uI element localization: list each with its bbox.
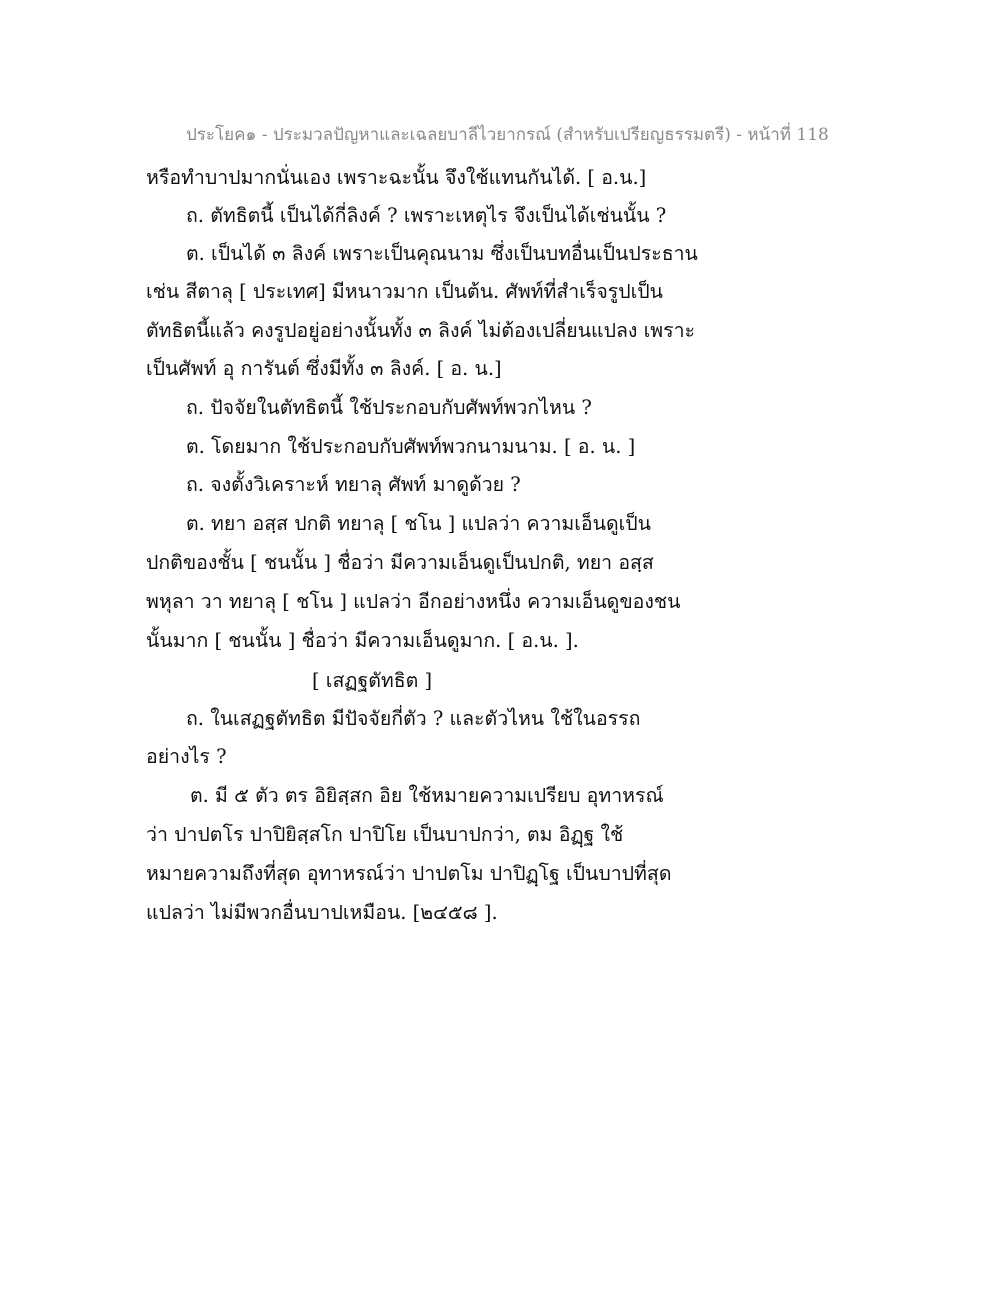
text-line: ปกติของชั้น [ ชนนั้น ] ชื่อว่า มีความเอ็นดูเป็นปกติ, ทยา อสฺส — [146, 551, 654, 574]
text-line: เป็นศัพท์ อุ การันต์ ซึ่งมีทั้ง ๓ ลิงค์. [ อ. น.] — [146, 357, 502, 380]
text-line: เช่น สีตาลุ [ ประเทศ] มีหนาวมาก เป็นต้น. ศัพท์ที่สำเร็จรูปเป็น — [146, 280, 664, 303]
text-line: อย่างไร ? — [146, 745, 227, 768]
text-line: พหุลา วา ทยาลุ [ ชโน ] แปลว่า อีกอย่างหนึ่ง ความเอ็นดูของชน — [146, 590, 681, 613]
question-line: ถ. ตัทธิตนี้ เป็นได้กี่ลิงค์ ? เพราะเหตุไร จึงเป็นได้เช่นนั้น ? — [186, 204, 667, 227]
text-line: ตัทธิตนี้แล้ว คงรูปอยู่อย่างนั้นทั้ง ๓ ลิงค์ ไม่ต้องเปลี่ยนแปลง เพราะ — [146, 319, 696, 342]
section-heading: [ เสฏฐตัทธิต ] — [312, 669, 433, 692]
question-line: ถ. ในเสฏฐตัทธิต มีปัจจัยกี่ตัว ? และตัวไหน ใช้ในอรรถ — [186, 707, 641, 730]
answer-line: ต. โดยมาก ใช้ประกอบกับศัพท์พวกนามนาม. [ อ. น. ] — [186, 435, 636, 458]
text-line: ว่า ปาปตโร ปาปิยิสฺสโก ปาปิโย เป็นบาปกว่า, ตม อิฏฺฐ ใช้ — [146, 823, 624, 846]
question-line: ถ. ปัจจัยในตัทธิตนี้ ใช้ประกอบกับศัพท์พวกไหน ? — [186, 396, 592, 419]
answer-line: ต. มี ๕ ตัว ตร อิยิสฺสก อิย ใช้หมายความเปรียบ อุทาหรณ์ — [190, 784, 664, 807]
text-line: แปลว่า ไม่มีพวกอื่นบาปเหมือน. [๒๔๕๘ ]. — [146, 901, 498, 924]
text-line: นั้นมาก [ ชนนั้น ] ชื่อว่า มีความเอ็นดูมาก. [ อ.น. ]. — [146, 629, 579, 652]
answer-line: ต. เป็นได้ ๓ ลิงค์ เพราะเป็นคุณนาม ซึ่งเป็นบทอื่นเป็นประธาน — [186, 242, 698, 265]
question-line: ถ. จงตั้งวิเคราะห์ ทยาลุ ศัพท์ มาดูด้วย ? — [186, 473, 521, 496]
running-header: ประโยค๑ - ประมวลปัญหาและเฉลยบาลีไวยากรณ์ (สำหรับเปรียญธรรมตรี) - หน้าที่ 118 — [186, 125, 829, 145]
answer-line: ต. ทยา อสฺส ปกติ ทยาลุ [ ชโน ] แปลว่า ความเอ็นดูเป็น — [186, 512, 652, 535]
text-line: หมายความถึงที่สุด อุทาหรณ์ว่า ปาปตโม ปาปิฏฺโฐ เป็นบาปที่สุด — [146, 862, 672, 885]
text-line: หรือทำบาปมากนั่นเอง เพราะฉะนั้น จึงใช้แทนกันได้. [ อ.น.] — [146, 166, 647, 189]
